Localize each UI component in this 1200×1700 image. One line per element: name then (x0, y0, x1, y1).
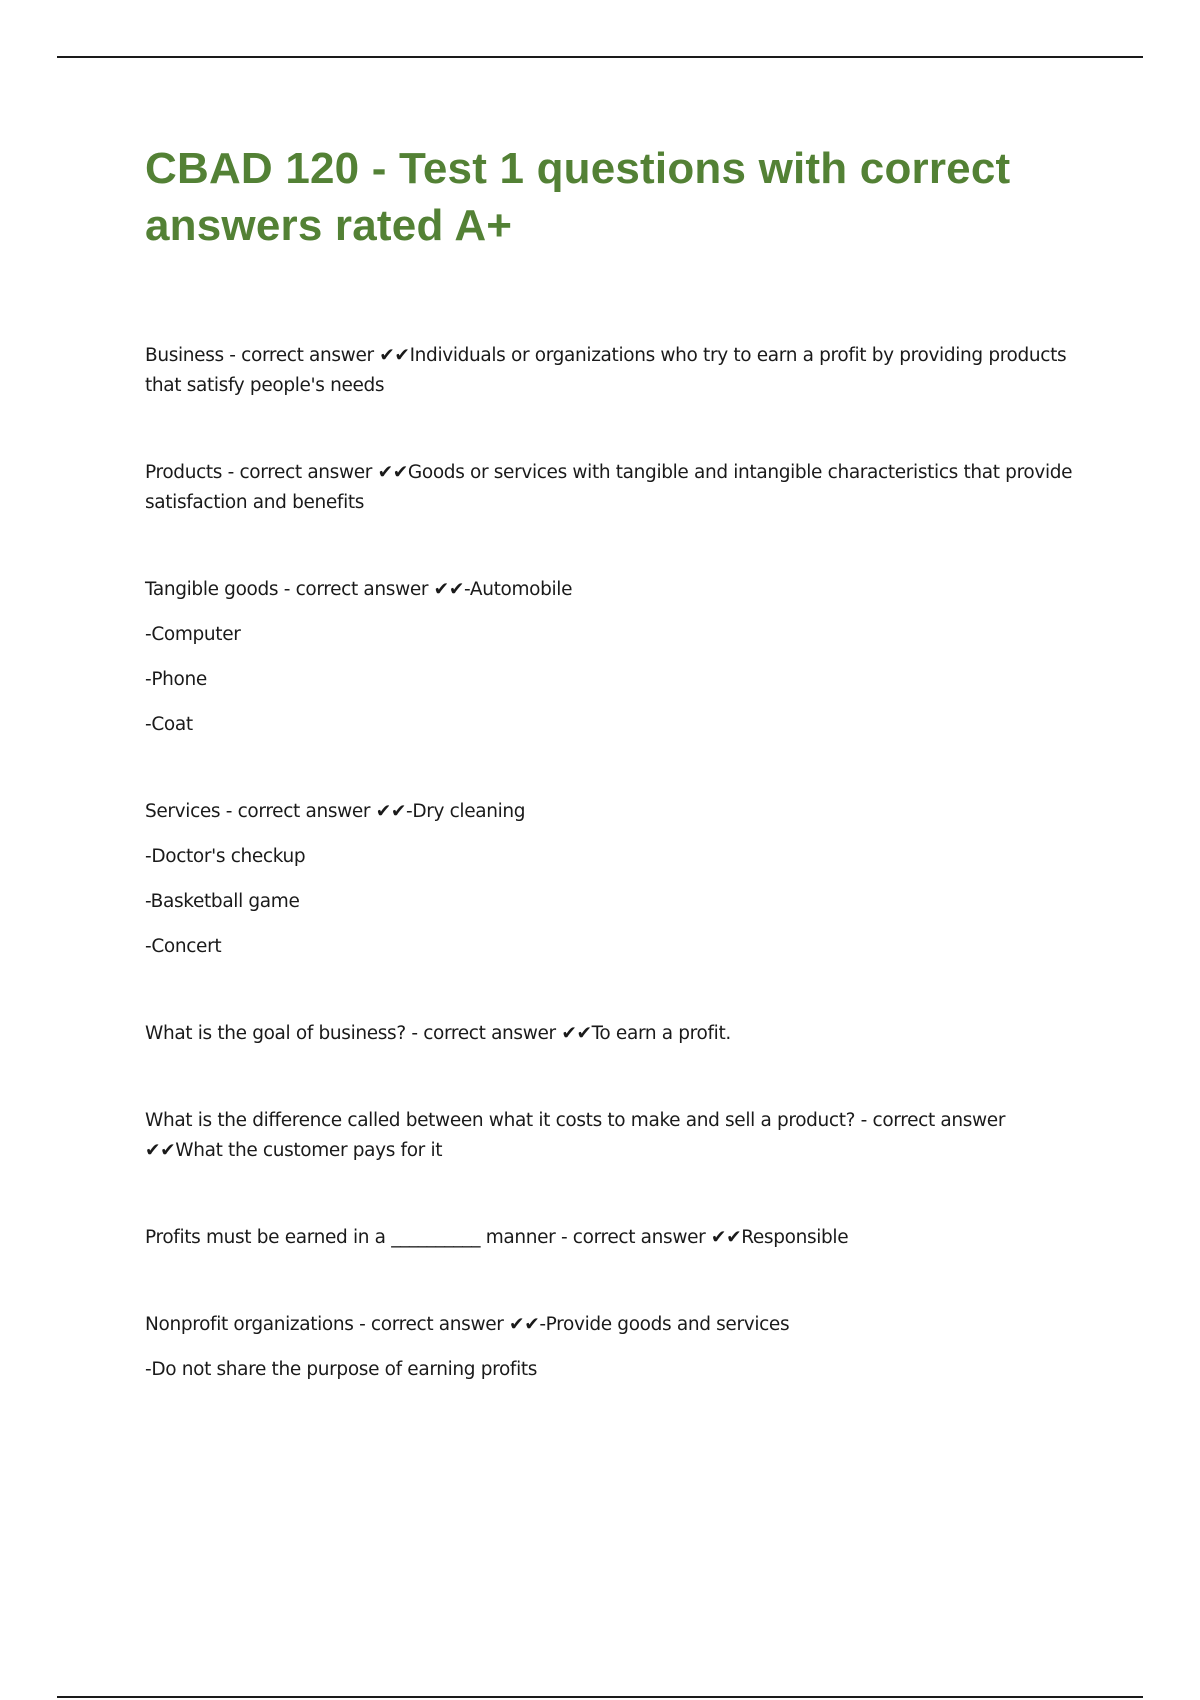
qa-item-business (145, 341, 1095, 401)
document-title: CBAD 120 - Test 1 questions with correct answers rated A+ (145, 144, 1011, 250)
qa-text: that satisfy people's needs (145, 375, 385, 396)
qa-text: Tangible goods - correct answer ✔✔-Automobile (145, 579, 573, 600)
qa-item-goal-of-business (145, 1019, 1095, 1049)
qa-text: Services - correct answer ✔✔-Dry cleaning (145, 801, 526, 822)
qa-item-tangible-goods (145, 575, 1095, 740)
qa-list-entry: -Doctor's checkup (145, 846, 306, 867)
qa-list-entry: -Phone (145, 669, 207, 690)
qa-text: What is the goal of business? - correct answer ✔✔To earn a profit. (145, 1023, 731, 1044)
qa-text: Profits must be earned in a __________ manner - correct answer ✔✔Responsible (145, 1227, 849, 1248)
qa-text: Nonprofit organizations - correct answer ✔✔-Provide goods and services (145, 1314, 790, 1335)
qa-item-services (145, 797, 1095, 962)
qa-list-entry: -Concert (145, 936, 222, 957)
qa-item-difference (145, 1106, 1095, 1166)
qa-list-entry: -Computer (145, 624, 241, 645)
qa-text: What is the difference called between what it costs to make and sell a product? - correct answer (145, 1110, 1006, 1131)
footer-rule (57, 1696, 1143, 1698)
qa-list-entry: -Do not share the purpose of earning profits (145, 1359, 538, 1380)
qa-list-entry: -Basketball game (145, 891, 300, 912)
qa-item-products (145, 458, 1095, 518)
document-body (145, 140, 1095, 1442)
qa-text: Products - correct answer ✔✔Goods or services with tangible and intangible characteristics that provide (145, 462, 1073, 483)
qa-list-entry: -Coat (145, 714, 193, 735)
qa-text: Business - correct answer ✔✔Individuals or organizations who try to earn a profit by providing products (145, 345, 1067, 366)
header-rule (57, 56, 1143, 58)
qa-text: satisfaction and benefits (145, 492, 365, 513)
qa-item-nonprofit (145, 1310, 1095, 1385)
qa-item-profits-manner (145, 1223, 1095, 1253)
qa-text: ✔✔What the customer pays for it (145, 1140, 443, 1161)
